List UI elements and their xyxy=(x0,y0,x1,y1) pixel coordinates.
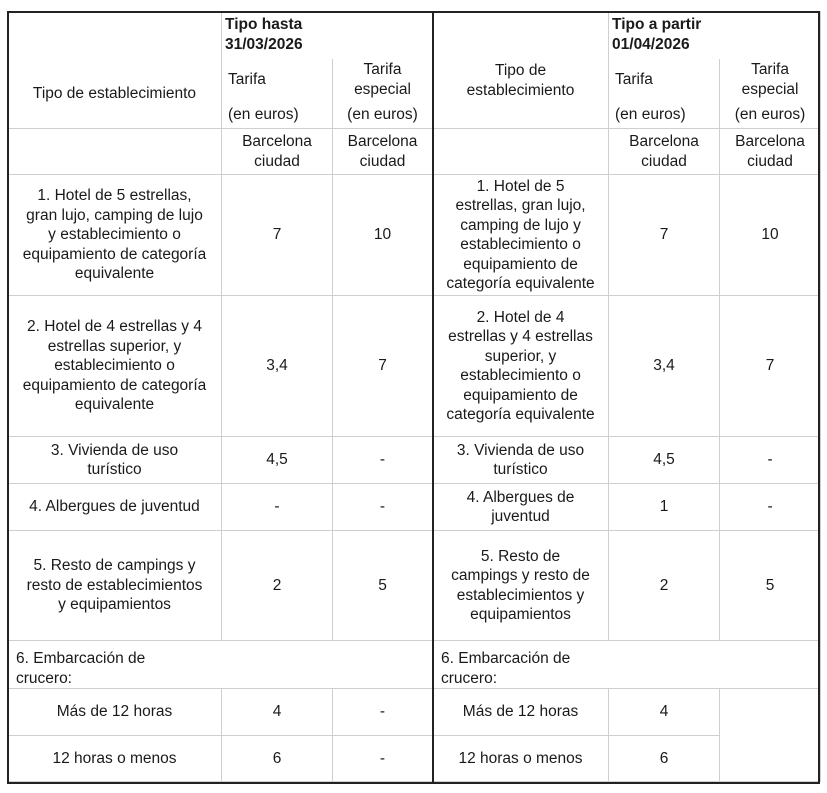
right-tarifa-value: 6 xyxy=(609,736,720,782)
left-tarifa-unit: (en euros) xyxy=(222,101,333,129)
right-tarifa-value: 4 xyxy=(609,689,720,736)
right-especial-unit: (en euros) xyxy=(720,101,821,129)
left-especial-value: - xyxy=(333,437,433,484)
left-cruise-duration: Más de 12 horas xyxy=(8,689,222,736)
right-especial-value: 10 xyxy=(720,175,821,296)
left-especial-unit: (en euros) xyxy=(333,101,433,129)
right-type-header: Tipo de establecimiento xyxy=(433,59,609,129)
left-especial-city: Barcelona ciudad xyxy=(333,129,433,175)
left-category-label: 5. Resto de campings y resto de establecimientos y equipamientos xyxy=(8,531,222,641)
left-tarifa-value: 6 xyxy=(222,736,333,782)
left-tarifa-value: 4 xyxy=(222,689,333,736)
left-tarifa-value: 4,5 xyxy=(222,437,333,484)
left-category-label: 4. Albergues de juventud xyxy=(8,484,222,531)
left-tarifa-city: Barcelona ciudad xyxy=(222,129,333,175)
right-category-label: 1. Hotel de 5 estrellas, gran lujo, camping de lujo y establecimiento o equipamiento de categoría equivalente xyxy=(433,175,609,296)
right-tarifa-value: 2 xyxy=(609,531,720,641)
right-especial-value: - xyxy=(720,484,821,531)
left-category-label: 3. Vivienda de uso turístico xyxy=(8,437,222,484)
table-row xyxy=(8,641,821,689)
left-especial-value: - xyxy=(333,484,433,531)
right-tarifa-value: 1 xyxy=(609,484,720,531)
table-row xyxy=(8,437,821,484)
right-especial-city: Barcelona ciudad xyxy=(720,129,821,175)
table-row xyxy=(8,296,821,437)
right-category-label: 4. Albergues de juventud xyxy=(433,484,609,531)
left-especial-value: 7 xyxy=(333,296,433,437)
table-row xyxy=(8,736,821,782)
right-cruise-label: 6. Embarcación de crucero: xyxy=(433,641,821,689)
right-tarifa-value: 3,4 xyxy=(609,296,720,437)
left-tarifa-value: 7 xyxy=(222,175,333,296)
left-tarifa-value: 2 xyxy=(222,531,333,641)
left-especial-value: 10 xyxy=(333,175,433,296)
right-cruise-duration: Más de 12 horas xyxy=(433,689,609,736)
table-row xyxy=(8,175,821,296)
right-category-label: 5. Resto de campings y resto de establecimientos y equipamientos xyxy=(433,531,609,641)
right-cruise-duration: 12 horas o menos xyxy=(433,736,609,782)
left-category-label: 1. Hotel de 5 estrellas, gran lujo, camping de lujo y establecimiento o equipamiento de categoría equivalente xyxy=(8,175,222,296)
left-tarifa-value: 3,4 xyxy=(222,296,333,437)
left-tarifa-header: Tarifa xyxy=(222,59,333,101)
right-especial-empty xyxy=(720,689,821,782)
right-tarifa-unit: (en euros) xyxy=(609,101,720,129)
left-especial-value: 5 xyxy=(333,531,433,641)
right-tarifa-value: 7 xyxy=(609,175,720,296)
left-header-spacer xyxy=(8,12,222,59)
right-category-label: 3. Vivienda de uso turístico xyxy=(433,437,609,484)
right-category-label: 2. Hotel de 4 estrellas y 4 estrellas superior, y establecimiento o equipamiento de categoría equivalente xyxy=(433,296,609,437)
right-tarifa-value: 4,5 xyxy=(609,437,720,484)
right-especial-value: 7 xyxy=(720,296,821,437)
left-cruise-duration: 12 horas o menos xyxy=(8,736,222,782)
right-period-title: Tipo a partir 01/04/2026 xyxy=(609,12,821,59)
table-row xyxy=(8,484,821,531)
right-barcelona-spacer xyxy=(433,129,609,175)
tax-rate-table xyxy=(7,11,821,782)
left-tarifa-value: - xyxy=(222,484,333,531)
left-category-label: 2. Hotel de 4 estrellas y 4 estrellas superior, y establecimiento o equipamiento de categoría equivalente xyxy=(8,296,222,437)
right-tarifa-city: Barcelona ciudad xyxy=(609,129,720,175)
right-especial-value: 5 xyxy=(720,531,821,641)
left-especial-value: - xyxy=(333,736,433,782)
right-especial-value: - xyxy=(720,437,821,484)
left-barcelona-spacer xyxy=(8,129,222,175)
left-especial-value: - xyxy=(333,689,433,736)
right-tarifa-especial-header: Tarifa especial xyxy=(720,59,821,101)
left-tarifa-especial-header: Tarifa especial xyxy=(333,59,433,101)
right-header-spacer xyxy=(433,12,609,59)
table-row xyxy=(8,531,821,641)
right-tarifa-header: Tarifa xyxy=(609,59,720,101)
left-period-title: Tipo hasta 31/03/2026 xyxy=(222,12,433,59)
left-type-header: Tipo de establecimiento xyxy=(8,59,222,129)
left-cruise-label: 6. Embarcación de crucero: xyxy=(8,641,433,689)
table-row xyxy=(8,689,821,736)
